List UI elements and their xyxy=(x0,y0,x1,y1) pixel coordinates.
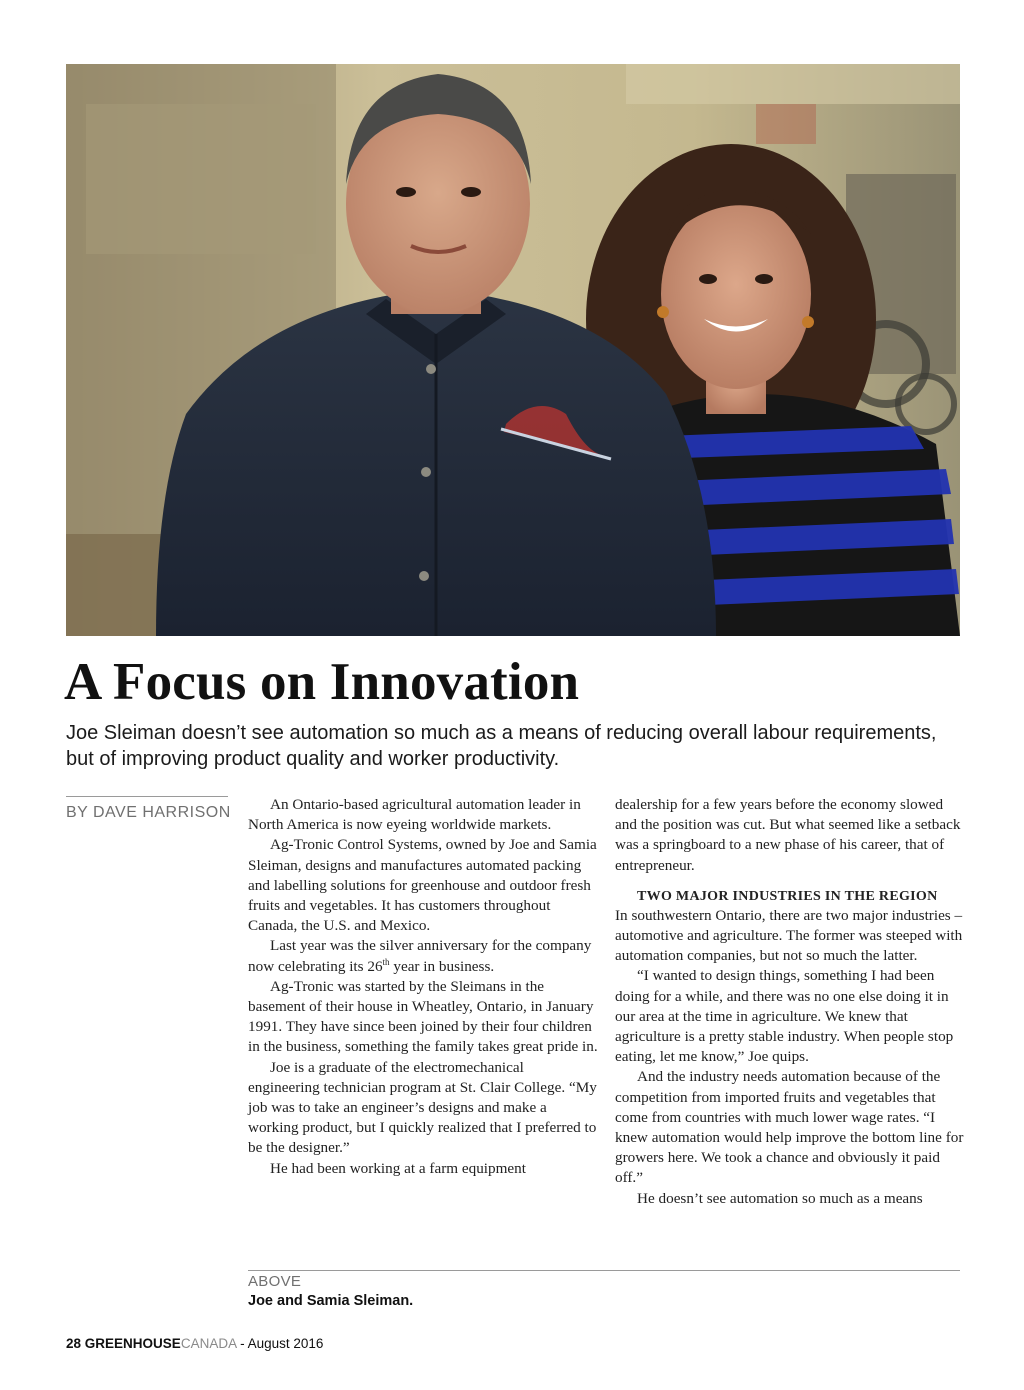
issue-date: August 2016 xyxy=(247,1336,324,1351)
photo-illustration xyxy=(66,64,960,636)
paragraph-text: year in business. xyxy=(389,957,495,975)
footer-separator: - xyxy=(236,1336,248,1351)
paragraph-text: Last year was the silver anniversary for the company now celebrating its 26 xyxy=(248,937,592,975)
article-column-1 xyxy=(248,795,598,1179)
article-column-2 xyxy=(615,795,965,1209)
paragraph: dealership for a few years before the economy slowed and the position was cut. But what seemed like a setback was a springboard to a new phase of his career, that of entrepreneur. xyxy=(615,796,961,874)
feature-photo xyxy=(66,64,960,636)
paragraph: And the industry needs automation because of the competition from imported fruits and vegetables that come from countries with much lower wage rates. “I knew automation would help improve the bottom line for growers here. We took a chance and obviously it paid off.” xyxy=(615,1068,964,1187)
headline: A Focus on Innovation xyxy=(64,653,580,711)
section-subhead: TWO MAJOR INDUSTRIES IN THE REGION xyxy=(637,888,938,904)
ordinal-suffix: th xyxy=(382,956,390,967)
paragraph xyxy=(248,936,598,976)
paragraph: Ag-Tronic Control Systems, owned by Joe and Samia Sleiman, designs and manufactures automated packing and labelling solutions for greenhouse and outdoor fresh fruits and vegetables. It has customers throughout Canada, the U.S. and Mexico. xyxy=(248,836,597,935)
paragraph: He doesn’t see automation so much as a means xyxy=(637,1189,923,1207)
magazine-name-suffix: CANADA xyxy=(180,1336,237,1351)
paragraph: Ag-Tronic was started by the Sleimans in the basement of their house in Wheatley, Ontario, in January 1991. They have since been joined by their four children in the business, something the family takes great pride in. xyxy=(248,977,598,1056)
caption-label: ABOVE xyxy=(248,1273,302,1290)
page-number: 28 xyxy=(66,1336,82,1351)
paragraph: An Ontario-based agricultural automation leader in North America is now eyeing worldwide markets. xyxy=(248,796,581,834)
paragraph: “I wanted to design things, something I had been doing for a while, and there was no one else doing it in our area at the time in agriculture. We knew that agriculture is a pretty stable industry. When people stop eating, let me know,” Joe quips. xyxy=(615,967,954,1066)
paragraph: In southwestern Ontario, there are two major industries – automotive and agriculture. The former was steeped with automation companies, but not so much the latter. xyxy=(615,906,963,965)
paragraph: He had been working at a farm equipment xyxy=(270,1159,526,1177)
paragraph: Joe is a graduate of the electromechanical engineering technician program at St. Clair College. “My job was to take an engineer’s designs and make a working product, but I quickly realized that I preferred to be the designer.” xyxy=(248,1058,597,1157)
page-footer xyxy=(66,1335,323,1353)
magazine-name: GREENHOUSE xyxy=(84,1336,181,1351)
byline-divider xyxy=(66,796,228,797)
caption-divider xyxy=(248,1270,960,1271)
byline: BY DAVE HARRISON xyxy=(66,804,231,821)
caption-text: Joe and Samia Sleiman. xyxy=(248,1293,414,1309)
deck: Joe Sleiman doesn’t see automation so much as a means of reducing overall labour requirements, but of improving product quality and worker productivity. xyxy=(66,722,937,770)
